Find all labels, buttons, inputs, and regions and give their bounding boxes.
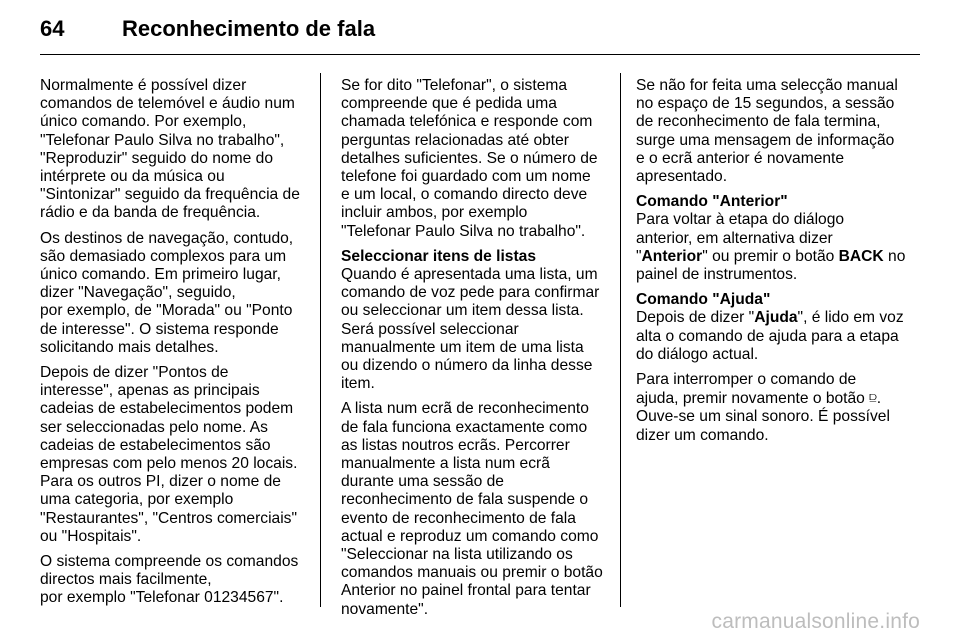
watermark: carmanualsonline.info: [711, 610, 920, 633]
column-1: [40, 77, 310, 615]
paragraph: Depois de dizer "Pontos de interesse", apenas as principais cadeias de estabelecimentos podem ser seleccionadas pelo nome. As cadeias de estabelecimentos são empresas com pelo menos 20 locais. Para os outros PI, dizer o nome de uma categoria, por exemplo "Restaurantes", "Centros comerciais" ou "Hospitais".: [40, 364, 298, 545]
header-divider: [40, 54, 920, 55]
column-divider: [320, 73, 321, 607]
page-header: [40, 16, 920, 52]
column-2: [341, 77, 611, 626]
section-heading: Comando "Anterior": [636, 193, 788, 211]
column-3: [636, 77, 916, 452]
page-title: Reconhecimento de fala: [122, 16, 376, 41]
paragraph: Se for dito "Telefonar", o sistema compreende que é pedida uma chamada telefónica e responde com perguntas relacionadas até obter detalhes suficientes. Se o número de telefone foi guardado com um nome e um local, o comando directo deve incluir ambos, por exemplo "Telefonar Paulo Silva no trabalho".: [341, 77, 598, 240]
page-number: 64: [40, 16, 65, 41]
section-heading: Seleccionar itens de listas: [341, 247, 537, 265]
paragraph: Depois de dizer "Ajuda", é lido em voz alta o comando de ajuda para a etapa do diálogo actual.: [636, 309, 904, 363]
voice-command-icon: ⫒: [869, 390, 877, 406]
paragraph: Se não for feita uma selecção manual no espaço de 15 segundos, a sessão de reconhecimento de fala termina, surge uma mensagem de informação e o ecrã anterior é novamente apresentado.: [636, 77, 898, 186]
paragraph: Normalmente é possível dizer comandos de telemóvel e áudio num único comando. Por exemplo, "Telefonar Paulo Silva no trabalho", "Reproduzir" seguido do nome do intérprete ou da música ou "Sintonizar" seguido da frequência de rádio e da banda de frequência.: [40, 77, 300, 222]
paragraph: A lista num ecrã de reconhecimento de fala funciona exactamente como as listas noutros ecrãs. Percorrer manualmente a lista num ecrã durante uma sessão de reconhecimento de fala suspende o evento de reconhecimento de fala actual e reproduz um comando como "Seleccionar na lista utilizando os comandos manuais ou premir o botão Anterior no painel frontal para tentar novamente".: [341, 400, 603, 618]
paragraph: Quando é apresentada uma lista, um comando de voz pede para confirmar ou seleccionar um item dessa lista. Será possível seleccionar manualmente um item de uma lista ou dizendo o número da linha desse item.: [341, 266, 600, 393]
paragraph: O sistema compreende os comandos directos mais facilmente, por exemplo "Telefonar 01234567".: [40, 553, 299, 607]
paragraph: Os destinos de navegação, contudo, são demasiado complexos para um único comando. Em primeiro lugar, dizer "Navegação", seguido, por exemplo, de "Morada" ou "Ponto de interesse". O sistema responde solicitando mais detalhes.: [40, 229, 294, 356]
section-heading: Comando "Ajuda": [636, 291, 771, 309]
column-divider: [620, 73, 621, 607]
paragraph: Para interromper o comando de ajuda, premir novamente o botão ⫒. Ouve-se um sinal sonoro. É possível dizer um comando.: [636, 371, 890, 444]
paragraph: Para voltar à etapa do diálogo anterior, em alternativa dizer "Anterior" ou premir o botão BACK no painel de instrumentos.: [636, 211, 906, 284]
